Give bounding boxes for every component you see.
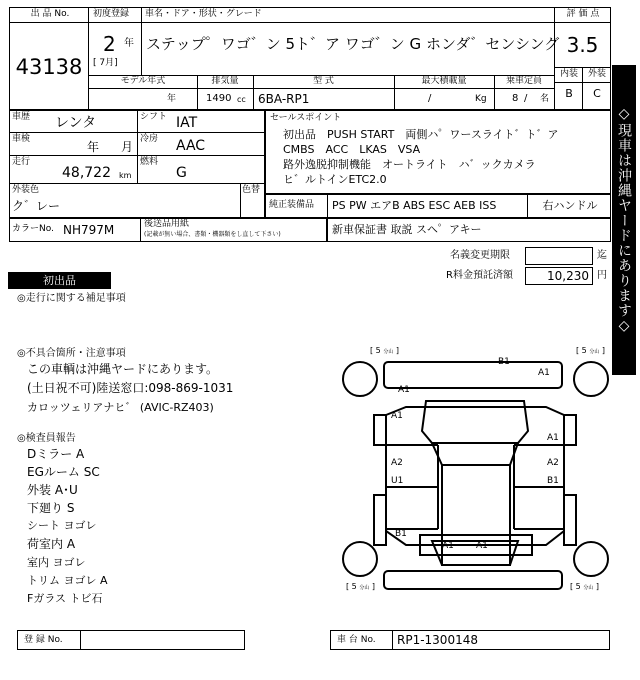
lot-number: 43138 — [15, 55, 83, 79]
sales-label: セールスポイント — [270, 113, 342, 123]
ac-value: AAC — [176, 138, 206, 154]
color-flag-label: 色替 — [242, 185, 261, 195]
mileage-label: 走行 — [12, 157, 31, 167]
reg-year-unit: 年 — [124, 38, 134, 49]
model-year-unit: 年 — [167, 94, 177, 104]
fuel-label: 燃料 — [140, 157, 159, 167]
mark-rear-bumper-left: A1 — [442, 541, 454, 551]
car-damage-diagram — [338, 345, 610, 605]
max-load-unit: Kg — [475, 94, 487, 104]
mileage-value: 48,722 — [62, 165, 111, 181]
color-no-label: カラーNo. — [12, 224, 54, 234]
ac-label: 冷房 — [140, 134, 159, 144]
supplement-title: ◎走行に関する補足事項 — [17, 293, 126, 304]
name-change-unit: 迄 — [597, 250, 607, 261]
recycle-value: 10,230 — [547, 269, 589, 283]
inspector-line: EGルーム SC — [27, 465, 100, 479]
capacity-label: 乗車定員 — [505, 76, 542, 86]
inspection-label: 車検 — [12, 134, 31, 144]
shift-value: IAT — [176, 115, 198, 131]
chassis-label: 車 台 No. — [337, 635, 376, 645]
first-listing-badge: 初出品 — [8, 272, 111, 289]
shift-label: シフト — [140, 112, 168, 122]
car-name: ステップ゜ワゴ゛ン 5ト゛ア ワゴ゛ン G ホンダ゛センシング — [146, 35, 560, 53]
defect-title: ◎不具合箇所・注意事項 — [17, 348, 126, 359]
displacement: 1490 — [206, 93, 232, 104]
name-change-label: 名義変更期限 — [450, 250, 510, 261]
inspector-line: 室内 ヨゴレ — [27, 556, 86, 569]
mark-right-front-door: A1 — [547, 433, 559, 443]
model-year-label: モデル年式 — [120, 76, 166, 86]
location-notice: ◇現車は沖縄ヤードにあります◇ — [612, 65, 636, 375]
mark-front-bumper: A1 — [538, 368, 550, 378]
tire-right-front: [ 5 分山 ] — [576, 346, 605, 355]
sales-line: CMBS ACC LKAS VSA — [283, 143, 421, 156]
mark-rear-bumper-right: A1 — [476, 541, 488, 551]
tire-left-rear: [ 5 分山 ] — [346, 582, 375, 591]
mark-left-front-fender: A1 — [398, 385, 410, 395]
exterior-label: 外装 — [587, 69, 606, 79]
history-label: 車歴 — [12, 112, 31, 122]
inspector-line: Fガラス トビ石 — [27, 592, 103, 605]
rear-seat-note: (記載が無い場合、書類・機器類をし直して下さい) — [144, 231, 281, 238]
sales-line: ヒ゛ルトインETC2.0 — [283, 173, 387, 186]
sales-line: 初出品 PUSH START 両側ハ゜ワースライト゛ト゛ア — [283, 128, 559, 141]
interior-grade: B — [565, 87, 573, 100]
color-value: ク゛レー — [12, 199, 61, 213]
mileage-unit: km — [119, 171, 132, 180]
defect-line: (土日祝不可)陸送窓口:098-869-1031 — [27, 381, 234, 395]
tire-left-front: [ 5 分山 ] — [370, 346, 399, 355]
fuel-value: G — [176, 165, 187, 181]
inspector-line: Dミラー A — [27, 447, 85, 461]
equipment-label: 純正装備品 — [269, 200, 315, 210]
eval-label: 評 価 点 — [566, 9, 600, 19]
recycle-label: R料金預託済額 — [446, 270, 513, 281]
type-label: 型 式 — [313, 76, 334, 86]
mark-right-rear-door-b: B1 — [547, 476, 559, 486]
inspector-line: トリム ヨゴレ A — [27, 574, 108, 587]
color-no-value: NH797M — [63, 223, 115, 237]
sales-line: 路外逸脱抑制機能 オートライト ハ゛ックカメラ — [283, 158, 536, 171]
reg-no-label: 登 録 No. — [24, 635, 63, 645]
interior-label: 内装 — [559, 69, 578, 79]
type-value: 6BA-RP1 — [258, 92, 310, 106]
exterior-grade: C — [593, 87, 601, 100]
car-label: 車名・ドア・形状・グレード — [145, 9, 262, 19]
mark-left-quarter: B1 — [395, 529, 407, 539]
color-label: 外装色 — [12, 185, 40, 195]
mark-right-rear-door-a: A2 — [547, 458, 559, 468]
steering-value: 右ハンドル — [542, 199, 598, 212]
tire-right-rear: [ 5 分山 ] — [570, 582, 599, 591]
eval-score: 3.5 — [566, 33, 599, 57]
equipment-items: PS PW エアB ABS ESC AEB ISS — [332, 199, 497, 212]
inspector-line: 荷室内 A — [27, 537, 76, 551]
history-value: レンタ — [55, 115, 97, 131]
reg-label: 初度登録 — [93, 9, 130, 19]
inspector-line: 外装 A･U — [27, 483, 78, 497]
reg-month: [ 7月] — [93, 58, 118, 68]
max-load-label: 最大積載量 — [421, 76, 467, 86]
displacement-label: 排気量 — [211, 76, 239, 86]
capacity-unit: 名 — [540, 94, 550, 104]
defect-line: この車輌は沖縄ヤードにあります。 — [27, 362, 219, 376]
mark-left-rear-door-b: U1 — [391, 476, 404, 486]
warranty-value: 新車保証書 取説 スヘ゜アキー — [332, 223, 482, 236]
mark-left-front-door: A1 — [391, 411, 403, 421]
defect-line: カロッツェリアナヒ゛ (AVIC-RZ403) — [27, 401, 214, 414]
displacement-unit: cc — [237, 95, 246, 104]
recycle-unit: 円 — [597, 270, 607, 281]
inspector-title: ◎検査員報告 — [17, 433, 76, 444]
inspection-year: 年 — [87, 140, 100, 154]
rear-seat-label: 後送品用紙 — [144, 219, 190, 229]
name-change-box — [525, 247, 593, 265]
inspector-line: シート ヨゴレ — [27, 519, 97, 532]
inspection-month: 月 — [121, 140, 134, 154]
reg-year: 2 — [103, 32, 116, 56]
mark-hood: B1 — [498, 357, 510, 367]
max-load: / — [428, 93, 432, 104]
inspector-line: 下廻り S — [27, 501, 75, 515]
capacity-sep: / — [524, 93, 528, 104]
mark-left-rear-door-a: A2 — [391, 458, 403, 468]
capacity: 8 — [512, 93, 519, 104]
chassis-value: RP1-1300148 — [397, 633, 478, 647]
lot-label: 出 品 No. — [30, 9, 70, 19]
